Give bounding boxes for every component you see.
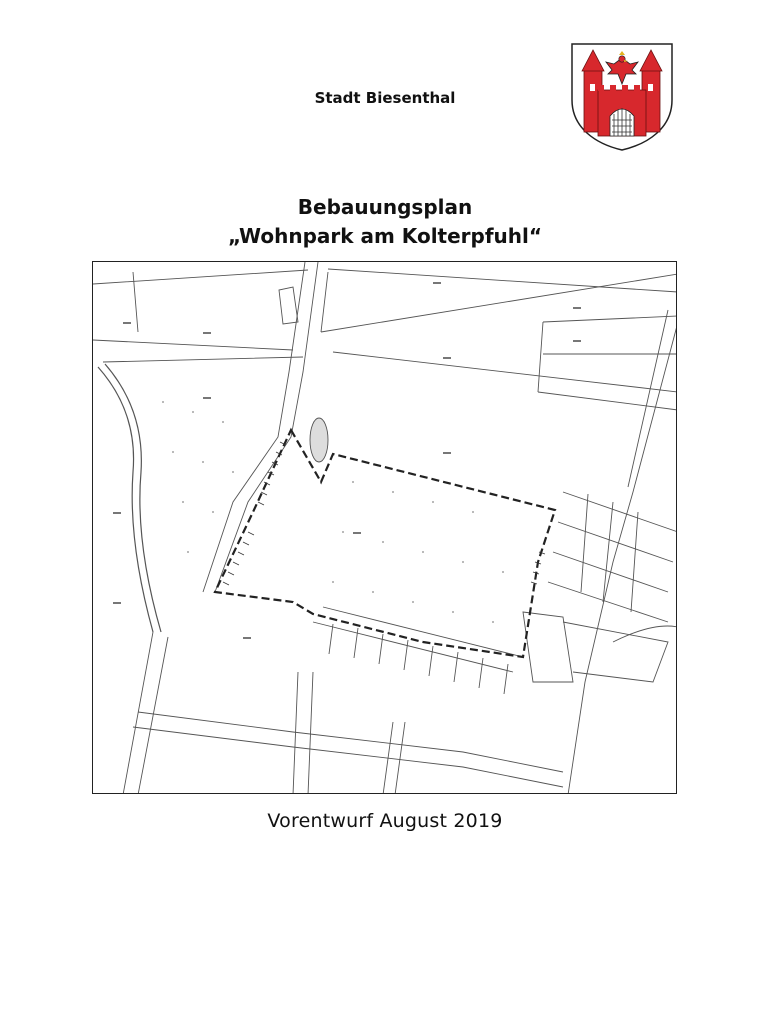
plan-title-line2: „Wohnpark am Kolterpfuhl“ <box>227 224 543 248</box>
document-status: Vorentwurf August 2019 <box>267 810 503 832</box>
site-plan-map <box>92 261 677 794</box>
plan-title <box>0 193 770 251</box>
municipality-name: Stadt Biesenthal <box>314 89 456 107</box>
coat-of-arms-icon <box>568 40 676 152</box>
plan-title-line1: Bebauungsplan <box>297 195 473 219</box>
